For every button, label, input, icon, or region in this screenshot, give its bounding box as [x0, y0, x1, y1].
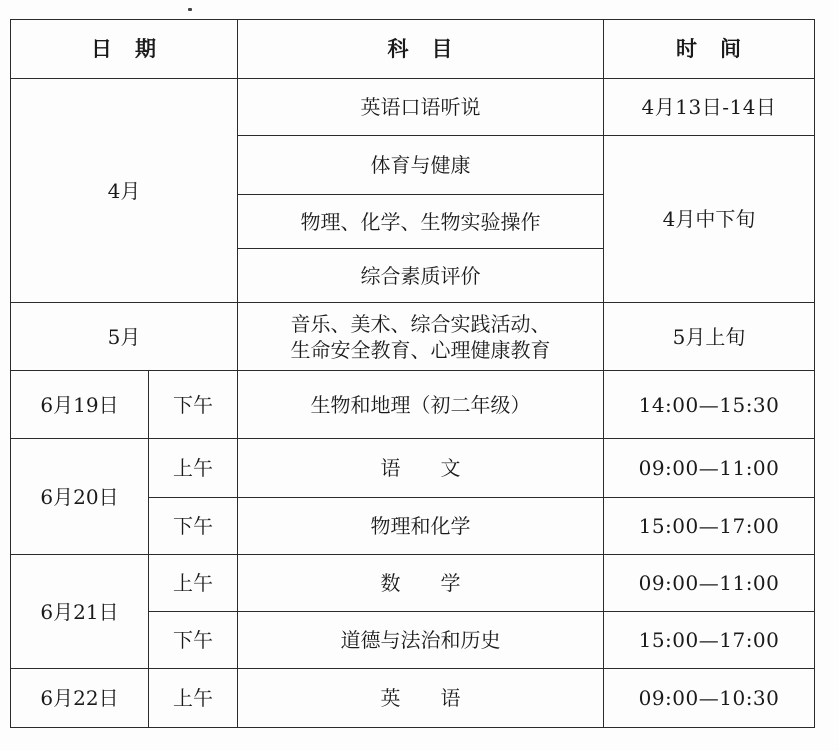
- time-cell: 5月上旬: [604, 303, 815, 371]
- header-row: [11, 20, 815, 79]
- table-row: [11, 371, 815, 439]
- time-cell: 14:00—15:30: [604, 371, 815, 439]
- time-cell: 09:00—11:00: [604, 555, 815, 612]
- time-cell: 15:00—17:00: [604, 612, 815, 669]
- exam-schedule-table: [10, 19, 815, 728]
- period-cell: 上午: [149, 555, 238, 612]
- subject-cell: 语 文: [238, 439, 604, 498]
- subject-cell: 英语口语听说: [238, 79, 604, 136]
- subject-cell: 生物和地理（初二年级）: [238, 371, 604, 439]
- subject-cell: 英 语: [238, 669, 604, 728]
- subject-cell: 物理、化学、生物实验操作: [238, 195, 604, 249]
- time-cell: 09:00—11:00: [604, 439, 815, 498]
- period-cell: 下午: [149, 498, 238, 555]
- date-cell: 6月22日: [11, 669, 149, 728]
- subject-line: 生命安全教育、心理健康教育: [290, 337, 551, 362]
- table-row: [11, 439, 815, 498]
- period-cell: 上午: [149, 669, 238, 728]
- header-subject: 科 目: [238, 20, 604, 79]
- time-cell: 09:00—10:30: [604, 669, 815, 728]
- date-cell-april: 4月: [11, 79, 238, 303]
- subject-cell: 物理和化学: [238, 498, 604, 555]
- subject-cell: 综合素质评价: [238, 249, 604, 303]
- date-cell: 6月21日: [11, 555, 149, 669]
- period-cell: 下午: [149, 371, 238, 439]
- date-cell-may: 5月: [11, 303, 238, 371]
- period-cell: 上午: [149, 439, 238, 498]
- header-date: 日 期: [11, 20, 238, 79]
- period-cell: 下午: [149, 612, 238, 669]
- scan-mark: [188, 8, 192, 11]
- subject-cell: 道德与法治和历史: [238, 612, 604, 669]
- date-cell: 6月19日: [11, 371, 149, 439]
- table-row: [11, 79, 815, 136]
- table-row: [11, 303, 815, 371]
- table-row: [11, 555, 815, 612]
- time-cell: 4月中下旬: [604, 136, 815, 303]
- time-cell: 4月13日-14日: [604, 79, 815, 136]
- time-cell: 15:00—17:00: [604, 498, 815, 555]
- subject-cell: 数 学: [238, 555, 604, 612]
- subject-line: 音乐、美术、综合实践活动、: [290, 311, 551, 336]
- header-time: 时 间: [604, 20, 815, 79]
- subject-cell-multiline: [238, 303, 604, 371]
- date-cell: 6月20日: [11, 439, 149, 555]
- table-row: [11, 669, 815, 728]
- subject-cell: 体育与健康: [238, 136, 604, 195]
